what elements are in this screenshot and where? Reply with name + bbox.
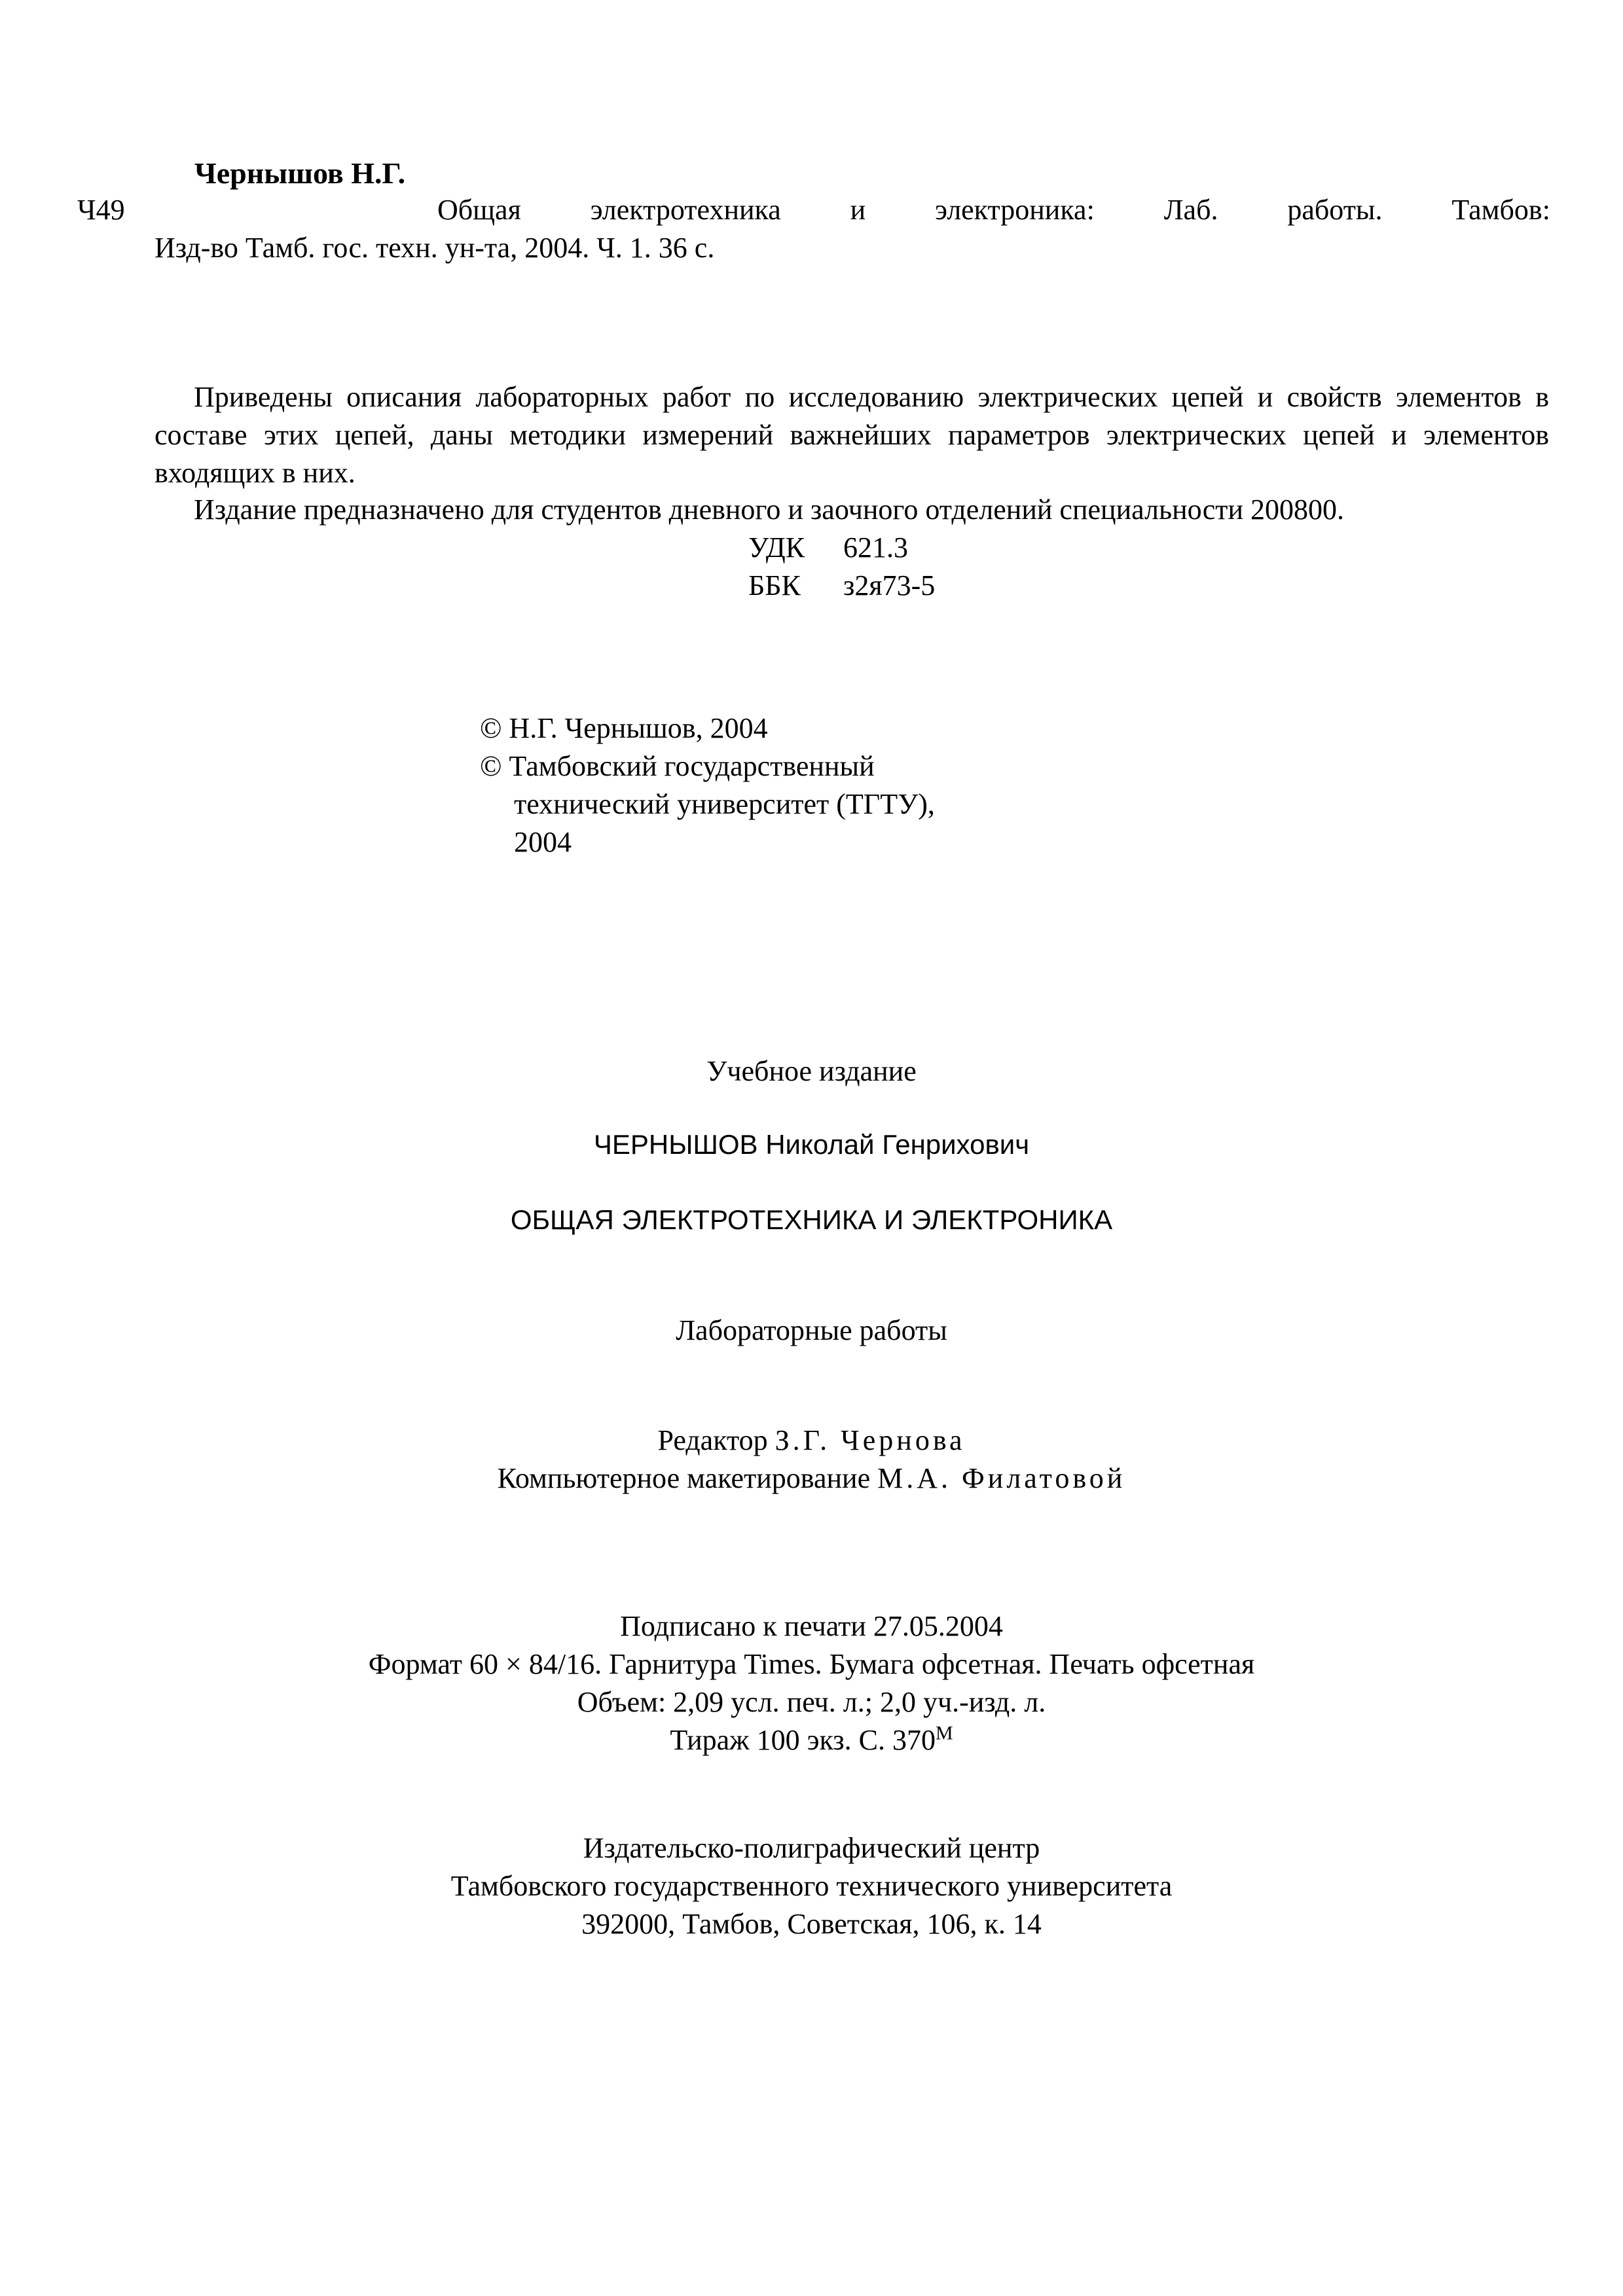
- udk-code: [748, 529, 908, 567]
- title-word: электротехника: [590, 194, 781, 226]
- print-run-superscript: М: [935, 1722, 953, 1744]
- copyright-university: © Тамбовский государственный: [480, 750, 875, 782]
- layout-name: М.А. Филатовой: [877, 1462, 1126, 1494]
- bbk-code: [748, 567, 935, 605]
- layout-label: Компьютерное макетирование: [497, 1462, 871, 1494]
- abstract-paragraph: Приведены описания лабораторных работ по исследованию электрических цепей и свойств элементов в составе этих цепей, даны методики измерений важнейших параметров электрических цепей и элементов входящих в них.: [155, 381, 1549, 489]
- layout-line: [0, 1460, 1623, 1498]
- copyright-author: © Н.Г. Чернышов, 2004: [480, 712, 768, 744]
- title-word: электроника:: [935, 194, 1095, 226]
- editor-line: [0, 1422, 1623, 1460]
- book-subtitle: Лабораторные работы: [676, 1314, 947, 1346]
- title-word: Лаб.: [1163, 194, 1218, 226]
- author-heading: Чернышов Н.Г.: [194, 156, 406, 190]
- author-surname-caps: ЧЕРНЫШОВ Николай Генрихович: [593, 1129, 1030, 1160]
- publisher-name: Издательско-полиграфический центр: [583, 1832, 1040, 1864]
- author-full-name: [0, 1126, 1623, 1164]
- bbk-label: ББК: [748, 569, 801, 601]
- bbk-value: з2я73-5: [843, 569, 936, 601]
- format-line: Формат 60 × 84/16. Гарнитура Times. Бумага офсетная. Печать офсетная: [368, 1648, 1255, 1680]
- publisher-address: 392000, Тамбов, Советская, 106, к. 14: [581, 1908, 1042, 1940]
- editor-label: Редактор: [657, 1424, 768, 1456]
- copyright-block: [480, 709, 935, 861]
- udk-label: УДК: [748, 531, 805, 564]
- audience-note: Издание предназначено для студентов дневного и заочного отделений специальности 200800.: [194, 493, 1345, 526]
- udk-value: 621.3: [843, 531, 908, 564]
- print-details: [0, 1607, 1623, 1759]
- signed-date: Подписано к печати 27.05.2004: [620, 1610, 1003, 1642]
- volume-line: Объем: 2,09 усл. печ. л.; 2,0 уч.-изд. л.: [577, 1686, 1046, 1718]
- print-run-line: [0, 1721, 1623, 1759]
- book-title: ОБЩАЯ ЭЛЕКТРОТЕХНИКА И ЭЛЕКТРОНИКА: [510, 1204, 1113, 1235]
- bibliographic-title-line: [437, 191, 1550, 229]
- print-run: Тираж 100 экз. С. 370: [670, 1724, 936, 1756]
- index-code: Ч49: [77, 194, 125, 226]
- title-word: и: [850, 194, 866, 226]
- title-word: Общая: [437, 194, 521, 226]
- publisher-block: [0, 1829, 1623, 1943]
- publisher-university: Тамбовского государственного технического университета: [450, 1870, 1173, 1902]
- edition-type: Учебное издание: [706, 1055, 917, 1087]
- imprint-line: Изд-во Тамб. гос. техн. ун-та, 2004. Ч. 1. 36 с.: [155, 232, 715, 264]
- title-word: работы.: [1287, 194, 1383, 226]
- editor-name: З.Г. Чернова: [775, 1424, 966, 1456]
- copyright-year: 2004: [514, 826, 572, 858]
- copyright-university-cont: технический университет (ТГТУ),: [514, 788, 935, 820]
- title-word: Тамбов:: [1451, 194, 1550, 226]
